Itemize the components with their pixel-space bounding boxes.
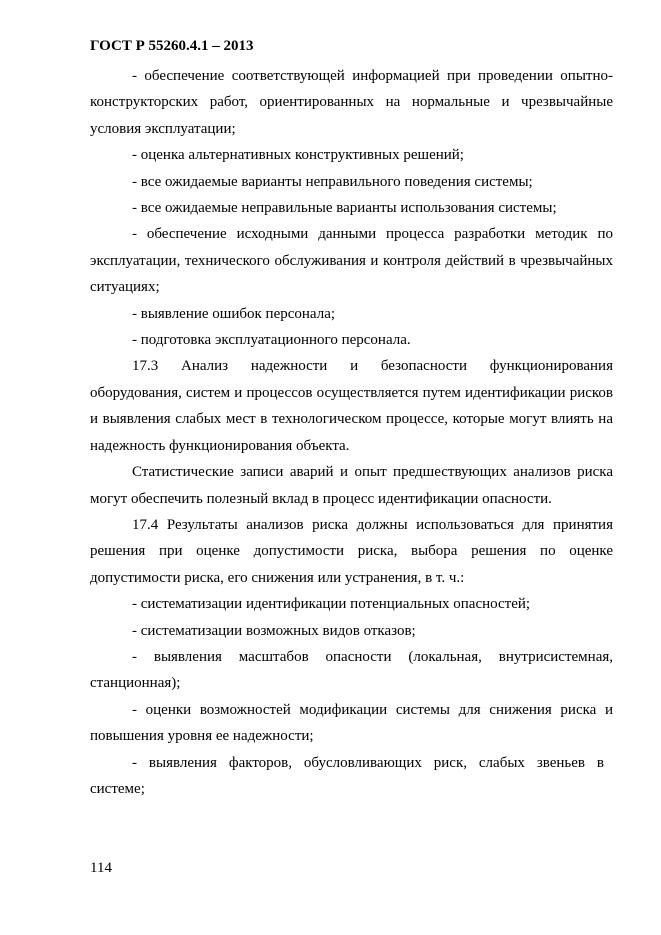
paragraph: - все ожидаемые неправильные варианты использования системы; xyxy=(132,200,557,217)
body-text xyxy=(90,63,613,802)
paragraph: - систематизации возможных видов отказов; xyxy=(132,622,416,639)
paragraph: - выявление ошибок персонала; xyxy=(132,305,336,322)
paragraph: - подготовка эксплуатационного персонала. xyxy=(132,332,411,349)
paragraph: - оценка альтернативных конструктивных решений; xyxy=(132,147,464,164)
standard-header: ГОСТ Р 55260.4.1 – 2013 xyxy=(90,38,254,54)
paragraph: - оценки возможностей модификации системы для снижения риска и повышения уровня ее надежности; xyxy=(90,701,613,745)
paragraph: 17.3 Анализ надежности и безопасности функционирования оборудования, систем и процессов осуществляется путем идентификации рисков и выявления слабых мест в технологическом процессе, которые могут влиять на надежность функционирования объекта. xyxy=(90,358,613,454)
page-number: 114 xyxy=(90,860,112,876)
paragraph: 17.4 Результаты анализов риска должны использоваться для принятия решения при оценке допустимости риска, выбора решения по оценке допустимости риска, его снижения или устранения, в т. ч.: xyxy=(90,516,613,586)
paragraph: - выявления масштабов опасности (локальная, внутрисистемная, станционная); xyxy=(90,648,613,692)
paragraph: - все ожидаемые варианты неправильного поведения системы; xyxy=(132,173,533,190)
paragraph: - выявления факторов, обусловливающих риск, слабых звеньев в системе; xyxy=(90,754,604,797)
paragraph: - обеспечение исходными данными процесса разработки методик по эксплуатации, технического обслуживания и контроля действий в чрезвычайных ситуациях; xyxy=(90,226,613,296)
paragraph: - обеспечение соответствующей информацией при проведении опытно-конструкторских работ, ориентированных на нормальные и чрезвычайные условия эксплуатации; xyxy=(90,68,613,137)
paragraph: - систематизации идентификации потенциальных опасностей; xyxy=(132,596,531,613)
paragraph: Статистические записи аварий и опыт предшествующих анализов риска могут обеспечить полезный вклад в процесс идентификации опасности. xyxy=(90,464,613,507)
